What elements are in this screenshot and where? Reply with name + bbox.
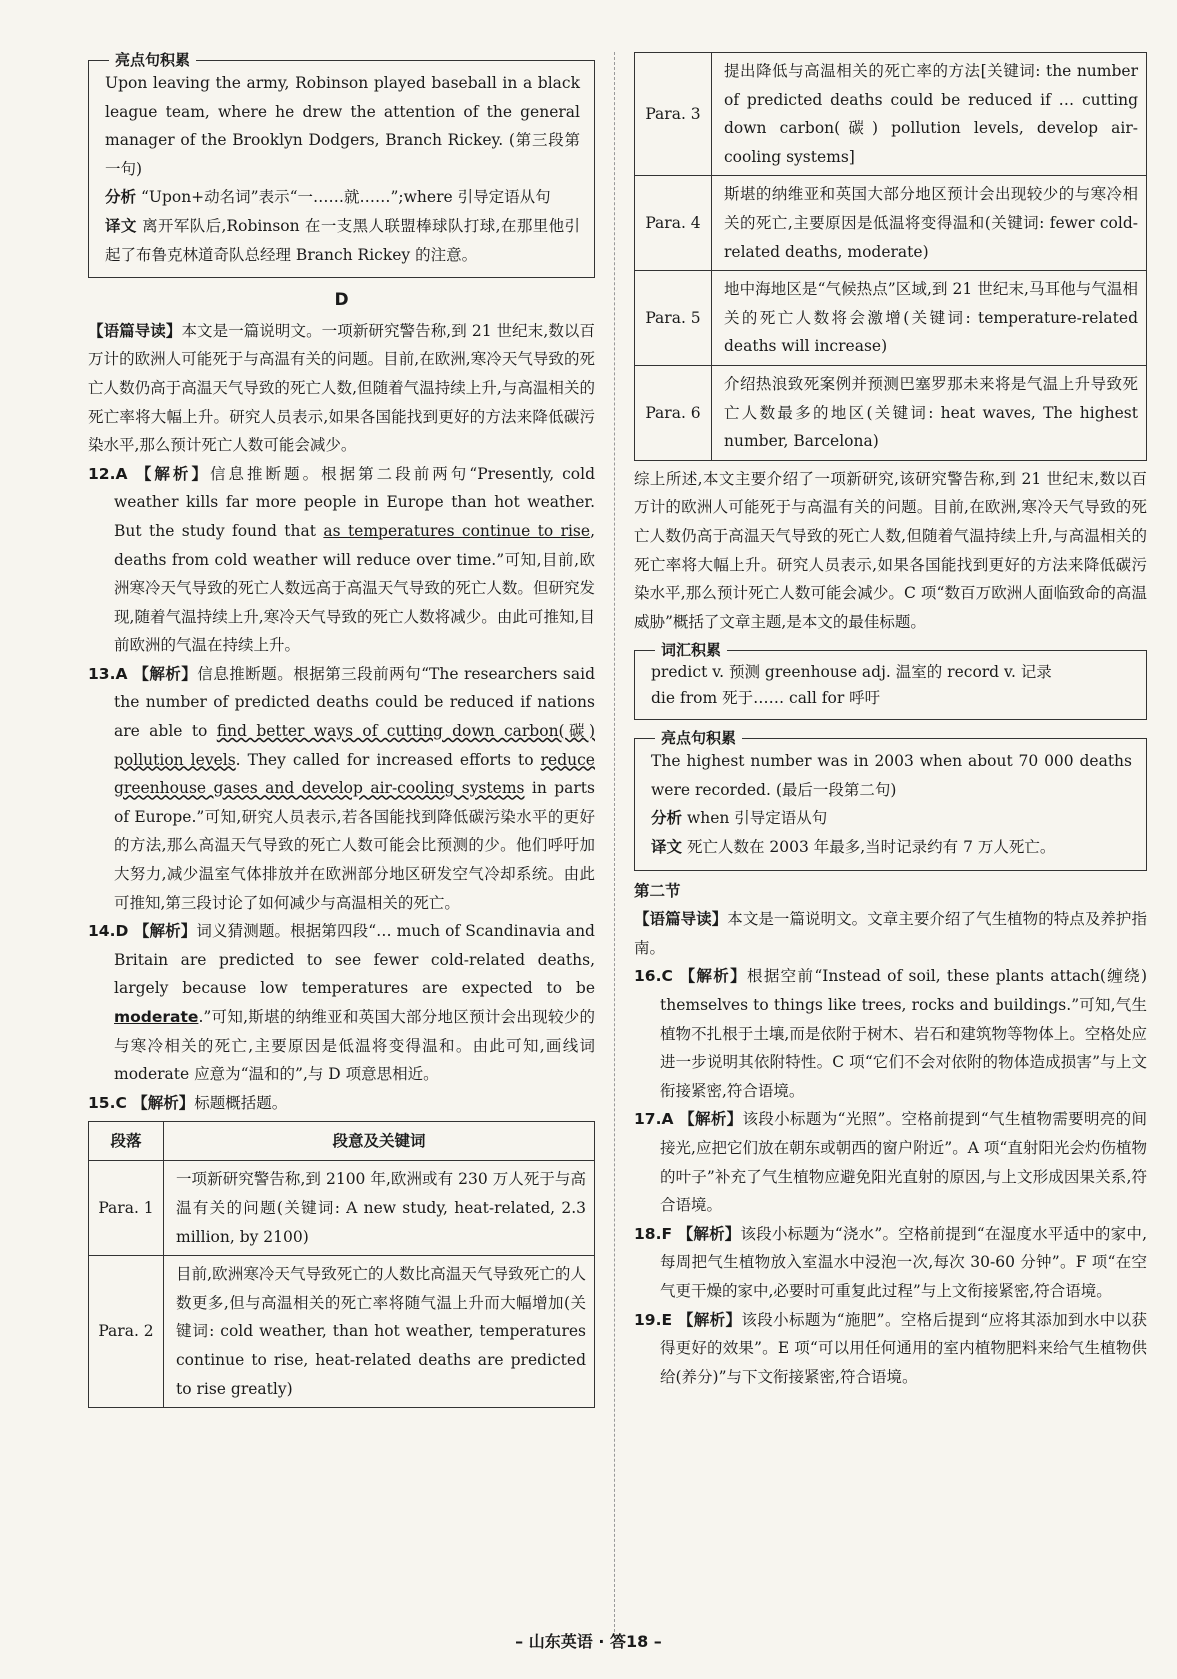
passage-guide: 【语篇导读】本文是一篇说明文。一项新研究警告称,到 21 世纪末,数以百万计的欧洲人可能死于与高温有关的问题。目前,在欧洲,寒冷天气导致的死亡人数仍高于高温天气导致的死亡人数,但随着气温持续上升,与高温相关的死亡率将大幅上升。研究人员表示,如果各国能找到更好的方法来降低碳污染水平,那么预计死亡人数可能会减少。 — [88, 321, 595, 455]
page-footer: – 山东英语 · 答18 – — [515, 1632, 662, 1651]
table-header-content: 段意及关键词 — [164, 1122, 595, 1161]
vocabulary-box — [634, 641, 1147, 720]
answer-14: 14.D 【解析】词义猜测题。根据第四段“… much of Scandinavia and Britain are predicted to see fewer cold-related deaths, largely because low temperatures are expected to be moderate.”可知,斯堪的纳维亚和英国大部分地区预计会出现较少的与寒冷相关的死亡,主要原因是低温将变得温和。由此可知,画线词 moderate 应意为“温和的”,与 D 项意思相近。 — [88, 922, 595, 1084]
highlight-sentence-box — [634, 729, 1147, 870]
box-title: 亮点句积累 — [655, 727, 742, 749]
summary-paragraph: 综上所述,本文主要介绍了一项新研究,该研究警告称,到 21 世纪末,数以百万计的欧洲人可能死于与高温有关的问题。目前,在欧洲,寒冷天气导致的死亡人数仍高于高温天气导致的死亡人数,但随着气温持续上升,与高温相关的死亡率将大幅上升。研究人员表示,如果各国能找到更好的方法来降低碳污染水平,那么预计死亡人数可能会减少。C 项“数百万欧洲人面临致命的高温威胁”概括了文章主题,是本文的最佳标题。 — [634, 469, 1147, 631]
table-row: Para. 4 斯堪的纳维亚和英国大部分地区预计会出现较少的与寒冷相关的死亡,主要原因是低温将变得温和(关键词: fewer cold-related deaths, moderate) — [635, 176, 1147, 271]
passage-guide: 【语篇导读】本文是一篇说明文。文章主要介绍了气生植物的特点及养护指南。 — [634, 910, 1147, 957]
paragraph-table — [88, 1121, 595, 1408]
box-title: 词汇积累 — [655, 639, 727, 661]
answer-12: 12.A 【解析】信息推断题。根据第二段前两句“Presently, cold weather kills far more people in Europe than hot weather. But the study found that as temperatures continue to rise, deaths from cold weather will reduce over time.”可知,目前,欧洲寒冷天气导致的死亡人数远高于高温天气导致的死亡人数。但研究发现,随着气温持续上升,寒冷天气导致的死亡人数将减少。由此可推知,目前欧洲的气温在持续上升。 — [88, 464, 595, 655]
vocab-line: die from 死于…… call for 呼吁 — [651, 689, 881, 708]
highlight-sentence-box — [88, 51, 595, 278]
table-row: Para. 3 提出降低与高温相关的死亡率的方法[关键词: the number of predicted deaths could be reduced if … cutting down carbon(碳) pollution levels, develop air-cooling systems] — [635, 53, 1147, 176]
highlight-sentence: Upon leaving the army, Robinson played baseball in a black league team, where he drew the attention of the general manager of the Brooklyn Dodgers, Branch Rickey. (第三段第一句) — [105, 74, 580, 178]
box-title: 亮点句积累 — [109, 49, 196, 71]
answer-15: 15.C 【解析】标题概括题。 — [88, 1093, 288, 1112]
right-column — [634, 52, 1147, 1391]
section-letter: D — [334, 290, 349, 311]
table-header-para: 段落 — [89, 1122, 164, 1161]
translation-label: 译文 — [105, 216, 137, 235]
translation-label: 译文 — [651, 838, 683, 857]
answer-17: 17.A 【解析】该段小标题为“光照”。空格前提到“气生植物需要明亮的间接光,应把它们放在朝东或朝西的窗户附近”。A 项“直射阳光会灼伤植物的叶子”补充了气生植物应避免阳光直射的原因,与上文形成因果关系,符合语境。 — [634, 1110, 1147, 1215]
analysis-text: “Upon+动名词”表示“一……就……”;where 引导定语从句 — [140, 188, 551, 207]
left-column — [88, 52, 595, 1408]
column-divider — [614, 52, 615, 1632]
analysis-text: when 引导定语从句 — [686, 809, 828, 828]
section-heading: 第二节 — [634, 881, 681, 900]
analysis-label: 分析 — [105, 188, 137, 207]
translation-text: 死亡人数在 2003 年最多,当时记录约有 7 万人死亡。 — [686, 838, 1056, 857]
answer-18: 18.F 【解析】该段小标题为“浇水”。空格前提到“在湿度水平适中的家中,每周把气生植物放入室温水中浸泡一次,每次 30-60 分钟”。F 项“在空气更干燥的家中,必要时可重复此过程”与上文衔接紧密,符合语境。 — [634, 1224, 1147, 1300]
answer-19: 19.E 【解析】该段小标题为“施肥”。空格后提到“应将其添加到水中以获得更好的效果”。E 项“可以用任何通用的室内植物肥料来给气生植物供给(养分)”与下文衔接紧密,符合语境。 — [634, 1310, 1147, 1386]
table-row: Para. 1 一项新研究警告称,到 2100 年,欧洲或有 230 万人死于与高温有关的问题(关键词: A new study, heat-related, 2.3 million, by 2100) — [89, 1161, 595, 1256]
highlight-sentence: The highest number was in 2003 when about 70 000 deaths were recorded. (最后一段第二句) — [651, 752, 1132, 799]
table-row: Para. 5 地中海地区是“气候热点”区域,到 21 世纪末,马耳他与气温相关的死亡人数将会激增(关键词: temperature-related deaths will increase) — [635, 271, 1147, 366]
table-row: Para. 6 介绍热浪致死案例并预测巴塞罗那未来将是气温上升导致死亡人数最多的地区(关键词: heat waves, The highest number, Barcelona) — [635, 365, 1147, 460]
answer-13: 13.A 【解析】信息推断题。根据第三段前两句“The researchers said the number of predicted deaths could be reduced if nations are able to find better ways of cutting down carbon(碳) pollution levels. They called for increased efforts to reduce greenhouse gases and develop air-cooling systems in parts of Europe.”可知,研究人员表示,若各国能找到降低碳污染水平的更好的方法,那么高温天气导致的死亡人数可能会比预测的少。他们呼吁加大努力,减少温室气体排放并在欧洲部分地区研发空气冷却系统。由此可推知,第三段讨论了如何减少与高温相关的死亡。 — [88, 664, 595, 912]
answer-16: 16.C 【解析】根据空前“Instead of soil, these plants attach(缠绕) themselves to things like trees, rocks and buildings.”可知,气生植物不扎根于土壤,而是依附于树木、岩石和建筑物等物体上。空格处应进一步说明其依附特性。C 项“它们不会对依附的物体造成损害”与上文衔接紧密,符合语境。 — [634, 967, 1147, 1100]
vocab-line: predict v. 预测 greenhouse adj. 温室的 record v. 记录 — [651, 663, 1052, 682]
translation-text: 离开军队后,Robinson 在一支黑人联盟棒球队打球,在那里他引起了布鲁克林道奇队总经理 Branch Rickey 的注意。 — [105, 216, 580, 264]
table-row: Para. 2 目前,欧洲寒冷天气导致死亡的人数比高温天气导致死亡的人数更多,但与高温相关的死亡率将随气温上升而大幅增加(关键词: cold weather, than hot weather, temperatures continue to rise, heat-related deaths are predicted to rise greatly) — [89, 1256, 595, 1408]
analysis-label: 分析 — [651, 809, 683, 828]
paragraph-table-continued — [634, 52, 1147, 461]
